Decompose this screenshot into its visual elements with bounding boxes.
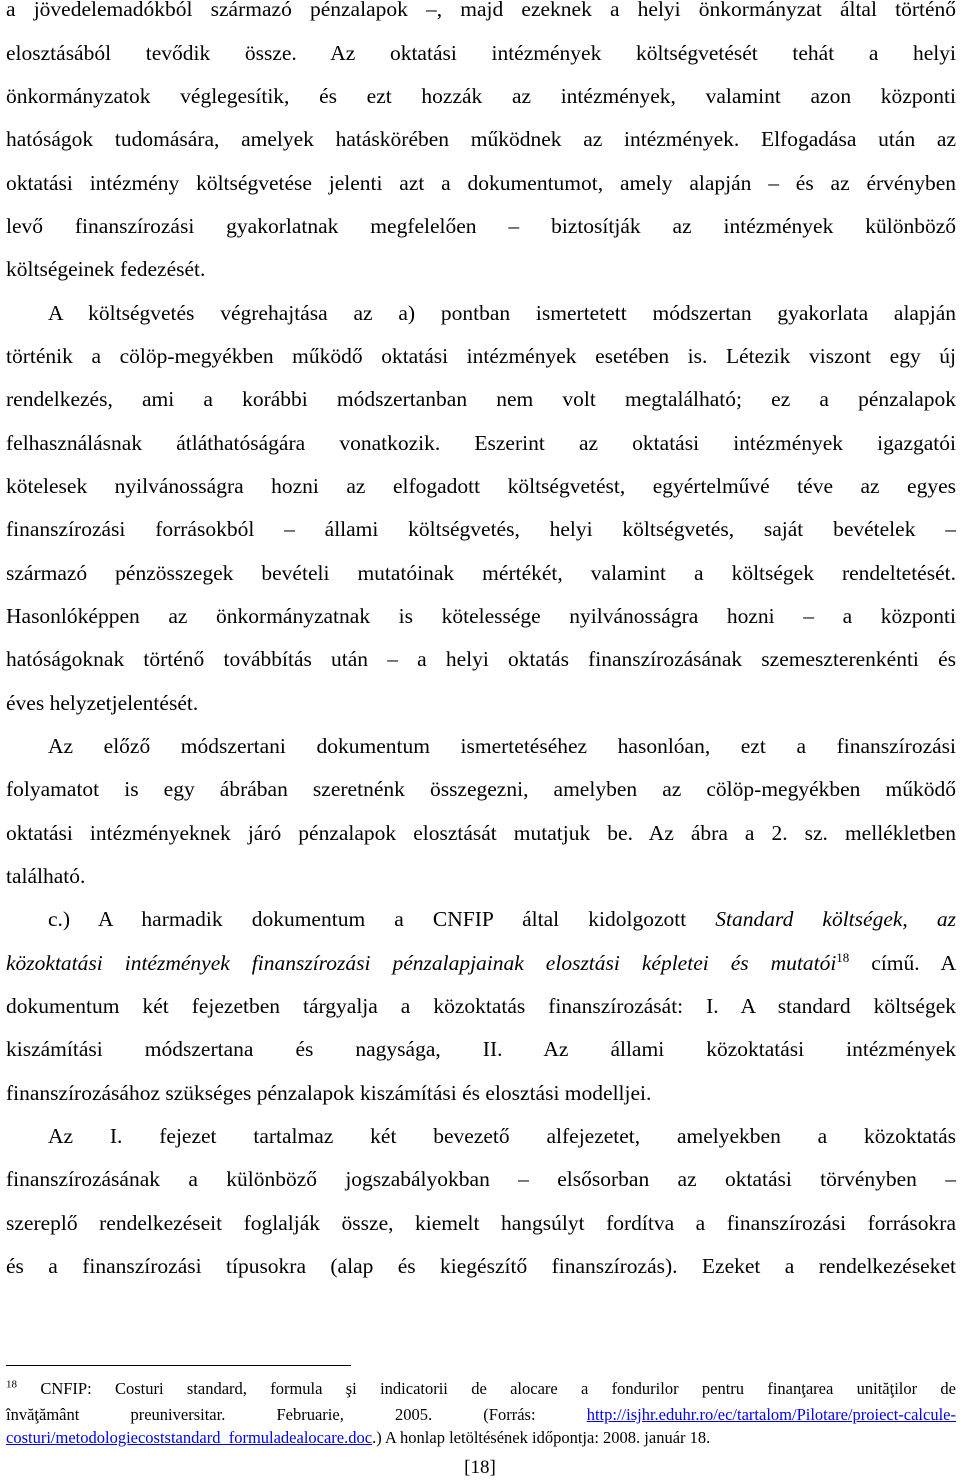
text-line: hatóságok tudomására, amelyek hatáskörében működnek az intézmények. Elfogadása után az (6, 127, 956, 151)
document-title-italic: közoktatási intézmények finanszírozási pénzalapjainak elosztási képletei és mutatói (6, 951, 837, 975)
text-line: oktatási intézmény költségvetése jelenti azt a dokumentumot, amely alapján – és az érvényben (6, 171, 956, 195)
footnote-line (6, 1379, 956, 1399)
text-line: hatóságoknak történő továbbítás után – a helyi oktatás finanszírozásának szemeszterenkénti és (6, 647, 956, 671)
source-link-continued[interactable]: costuri/metodologiecoststandard_formuladealocare.doc (6, 1428, 373, 1447)
text-line: kötelesek nyilvánosságra hozni az elfogadott költségvetést, egyértelművé téve az egyes (6, 474, 956, 498)
footnote-text: CNFIP: Costuri standard, formula şi indicatorii de alocare a fondurilor pentru finanţarea unităţilor de (17, 1379, 956, 1398)
text-line: oktatási intézményeknek járó pénzalapok elosztását mutatjuk be. Az ábra a 2. sz. mellékletben (6, 821, 956, 845)
footnote-number: 18 (6, 1378, 17, 1391)
text-run: című. A (849, 951, 956, 975)
text-line: felhasználásnak átláthatóságára vonatkozik. Eszerint az oktatási intézmények igazgatói (6, 431, 956, 455)
text-line: levő finanszírozási gyakorlatnak megfelelően – biztosítják az intézmények különböző (6, 214, 956, 238)
text-line: szereplő rendelkezéseit foglalják össze, kiemelt hangsúlyt fordítva a finanszírozási forrásokra (6, 1211, 956, 1235)
footnote-reference[interactable]: 18 (836, 949, 850, 965)
document-title-italic: Standard költségek, az (715, 907, 956, 931)
text-line: finanszírozási forrásokból – állami költségvetés, helyi költségvetés, saját bevételek – (6, 517, 956, 541)
text-line: finanszírozásának a különböző jogszabályokban – elsősorban az oktatási törvényben – (6, 1167, 956, 1191)
text-line: Az előző módszertani dokumentum ismertetéséhez hasonlóan, ezt a finanszírozási (48, 734, 956, 758)
text-line: történik a cölöp-megyékben működő oktatási intézmények esetében is. Létezik viszont egy új (6, 344, 956, 368)
text-line: Az I. fejezet tartalmaz két bevezető alfejezetet, amelyekben a közoktatás (48, 1124, 956, 1148)
text-line: található. (6, 864, 86, 888)
text-line: Hasonlóképpen az önkormányzatnak is kötelessége nyilvánosságra hozni – a központi (6, 604, 956, 628)
footnote-line (6, 1428, 956, 1448)
page-number: [18] (464, 1457, 496, 1478)
text-line: költségeinek fedezését. (6, 257, 206, 281)
text-line: származó pénzösszegek bevételi mutatóinak mértékét, valamint a költségek rendeltetését. (6, 561, 956, 585)
text-line: dokumentum két fejezetben tárgyalja a közoktatás finanszírozását: I. A standard költségek (6, 994, 956, 1018)
text-line: elosztásából tevődik össze. Az oktatási intézmények költségvetését tehát a helyi (6, 41, 956, 65)
text-line: A költségvetés végrehajtása az a) pontban ismertetett módszertan gyakorlata alapján (48, 301, 956, 325)
text-line: önkormányzatok véglegesítik, és ezt hozzák az intézmények, valamint azon központi (6, 84, 956, 108)
text-line: éves helyzetjelentését. (6, 691, 199, 715)
text-run: c.) A harmadik dokumentum a CNFIP által kidolgozott (48, 907, 716, 931)
footnote-separator (6, 1365, 351, 1366)
footnote-text: învăţământ preuniversitar. Februarie, 2005. (Forrás: (6, 1405, 587, 1424)
text-line (6, 950, 956, 976)
footnote-text: .) A honlap letöltésének időpontja: 2008. január 18. (372, 1428, 711, 1447)
footnote-line (6, 1405, 956, 1425)
source-link[interactable]: http://isjhr.eduhr.ro/ec/tartalom/Pilotare/proiect-calcule- (586, 1405, 956, 1424)
text-line: kiszámítási módszertana és nagysága, II. Az állami közoktatási intézmények (6, 1037, 956, 1061)
text-line (6, 906, 956, 932)
text-line: rendelkezés, ami a korábbi módszertanban nem volt megtalálható; ez a pénzalapok (6, 387, 956, 411)
text-line: és a finanszírozási típusokra (alap és kiegészítő finanszírozás). Ezeket a rendelkezéseket (6, 1254, 956, 1278)
text-line: finanszírozásához szükséges pénzalapok kiszámítási és elosztási modelljei. (6, 1081, 652, 1105)
text-line: a jövedelemadókból származó pénzalapok –, majd ezeknek a helyi önkormányzat által történő (6, 0, 956, 21)
text-line: folyamatot is egy ábrában szeretnénk összegezni, amelyben az cölöp-megyékben működő (6, 777, 956, 801)
